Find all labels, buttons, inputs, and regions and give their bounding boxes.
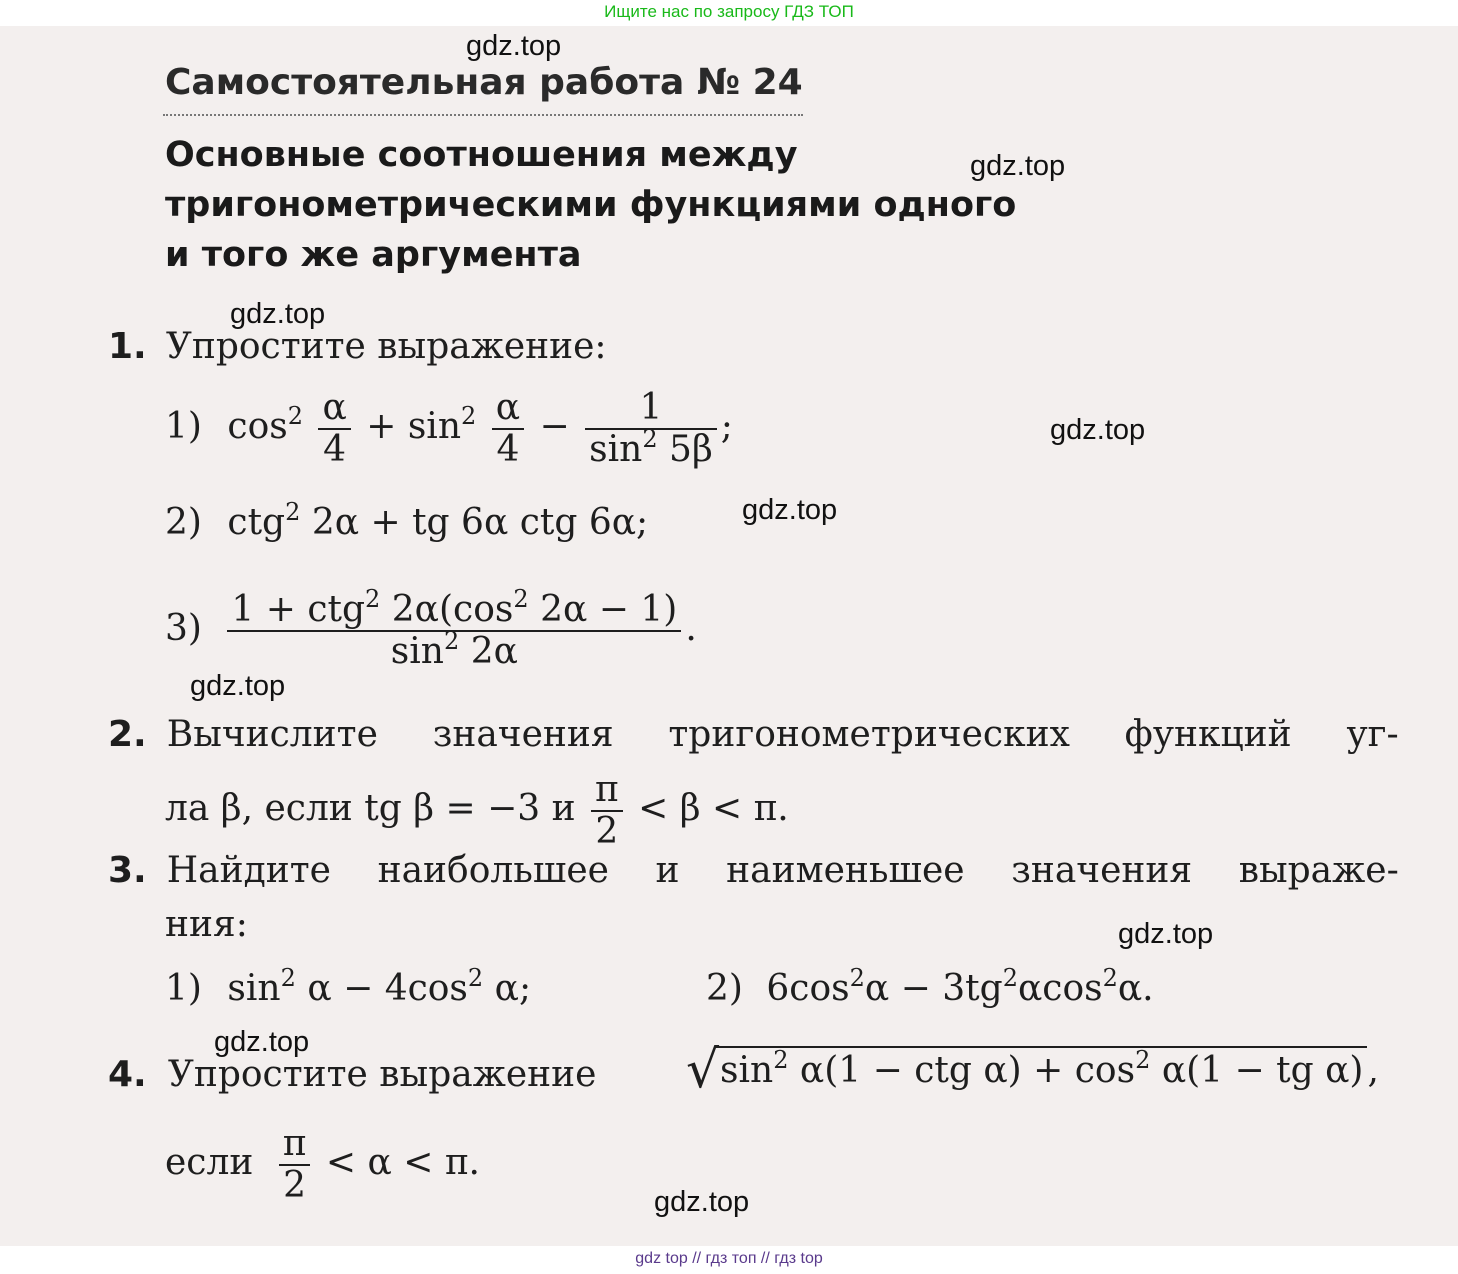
fraction: $\frac{1}{\sin^2 5\beta}$ <box>585 388 717 470</box>
task-4-condition: если $\frac{\pi}{2}$ < α < π. <box>165 1123 480 1206</box>
subtitle-line: Основные соотношения между <box>165 135 798 175</box>
task-2 <box>108 714 1399 755</box>
task-text: Упростите выражение: <box>165 326 607 367</box>
watermark: gdz.top <box>230 298 326 330</box>
task-1-heading <box>108 326 607 367</box>
task-number: 3. <box>108 850 147 891</box>
subtitle-line: тригонометрическими функциями одного <box>165 185 1017 225</box>
fraction: $\frac{\alpha}{4}$ <box>492 388 524 470</box>
top-banner: Ищите нас по запросу ГДЗ ТОП <box>604 2 854 21</box>
watermark: gdz.top <box>654 1186 750 1218</box>
fraction: $\frac{1 + ctg^2 2\alpha(\cos^2 2\alpha - 1)}{\sin^2 2\alpha}$ <box>227 590 681 672</box>
task-number: 1. <box>108 326 147 367</box>
task-number: 2. <box>108 714 147 755</box>
task-4 <box>108 1054 596 1095</box>
task-text-line: Вычислите значения тригонометрических функций уг- <box>166 714 1399 755</box>
subtitle-line: и того же аргумента <box>165 235 582 275</box>
footer-links[interactable]: gdz top // гдз топ // гдз top <box>635 1250 823 1267</box>
task-text-line: Найдите наибольшее и наименьшее значения выраже- <box>166 850 1399 891</box>
watermark: gdz.top <box>190 670 286 702</box>
watermark: gdz.top <box>742 494 838 526</box>
watermark: gdz.top <box>1118 918 1214 950</box>
task-3-item-2: 2) $6\cos^2\alpha - 3tg^2\alpha\cos^2\alpha$. <box>706 964 1154 1009</box>
cos-term: cos <box>227 406 288 447</box>
task-text: Упростите выражение <box>167 1054 597 1095</box>
sqrt-expression: √ $\sin^2 \alpha(1$ − ctg $\alpha) + \cos^2 \alpha(1$ − tg α) , <box>686 1040 1379 1100</box>
item-label: 2) <box>165 502 202 543</box>
section-subtitle <box>165 130 1016 280</box>
sin-term: sin <box>407 406 462 447</box>
watermark: gdz.top <box>214 1026 310 1058</box>
fraction: $\frac{\pi}{2}$ <box>591 770 623 852</box>
fraction: $\frac{\pi}{2}$ <box>279 1124 311 1206</box>
task-2-line-2: ла β, если tg β = −3 и $\frac{\pi}{2}$ < β < π. <box>165 769 789 852</box>
task-number: 4. <box>108 1054 147 1095</box>
watermark: gdz.top <box>466 30 562 62</box>
task-3-item-1: 1) $\sin^2 \alpha - 4\cos^2$ α; <box>165 964 532 1009</box>
task-3 <box>108 850 1399 891</box>
task-1-item-3: 3) $\frac{1 + ctg^2 2\alpha(\cos^2 2\alpha - 1)}{\sin^2 2\alpha}$ . <box>165 585 697 672</box>
title-underline <box>163 114 803 116</box>
task-1-item-1: 1) $\cos^2$ $\frac{\alpha}{4}$ + $\sin^2$ $\frac{\alpha}{4}$ − $\frac{1}{\sin^2 5\beta}$ ; <box>165 387 733 470</box>
task-3-line-2: ния: <box>165 904 248 945</box>
watermark: gdz.top <box>1050 414 1146 446</box>
item-label: 3) <box>165 608 202 649</box>
fraction: $\frac{\alpha}{4}$ <box>318 388 350 470</box>
page-title: Самостоятельная работа № 24 <box>165 62 803 103</box>
item-label: 1) <box>165 406 202 447</box>
radical: √ $\sin^2 \alpha(1$ − ctg $\alpha) + \cos^2 \alpha(1$ − tg α) <box>686 1046 1367 1091</box>
watermark: gdz.top <box>970 150 1066 182</box>
task-1-item-2: 2) ctg$^2$ 2α + tg 6α ctg 6α; <box>165 498 649 543</box>
